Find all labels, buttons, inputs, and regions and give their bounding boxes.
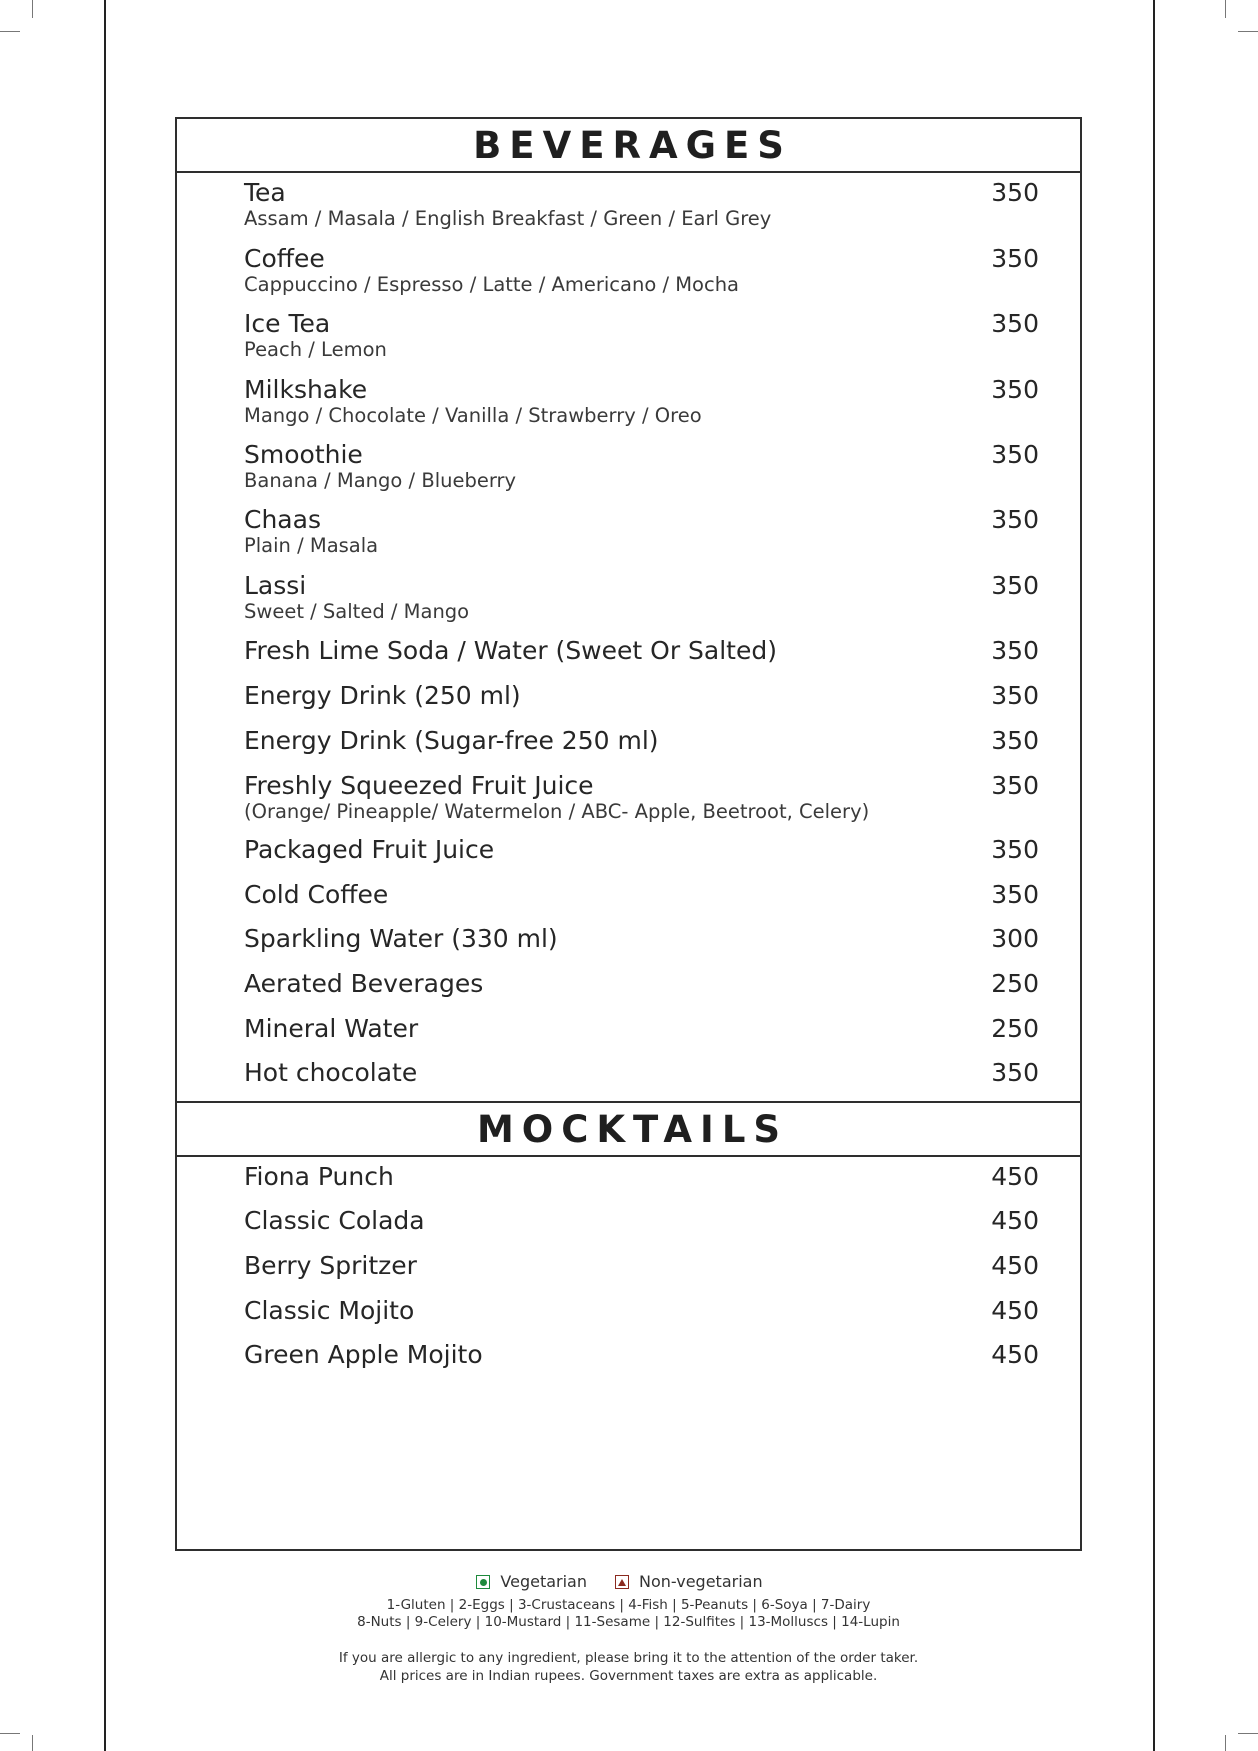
item-desc: (Orange/ Pineapple/ Watermelon / ABC- Apple, Beetroot, Celery)	[244, 800, 870, 823]
item-name: Green Apple Mojito	[244, 1340, 483, 1369]
item-desc: Mango / Chocolate / Vanilla / Strawberry / Oreo	[244, 404, 702, 427]
veg-icon	[476, 1575, 490, 1589]
item-price: 350	[991, 178, 1039, 207]
crop-mark	[1225, 0, 1226, 18]
crop-mark	[1225, 1735, 1226, 1751]
item-price: 350	[991, 375, 1039, 404]
disclaimer-line: All prices are in Indian rupees. Government taxes are extra as applicable.	[379, 1668, 878, 1684]
item-price: 350	[991, 880, 1039, 909]
veg-label: Vegetarian	[500, 1572, 587, 1591]
item-name: Ice Tea	[244, 309, 331, 338]
item-desc: Peach / Lemon	[244, 338, 387, 361]
item-name: Freshly Squeezed Fruit Juice	[244, 771, 594, 800]
crop-mark	[1238, 1733, 1258, 1734]
menu-frame	[175, 117, 1082, 1551]
item-price: 350	[991, 309, 1039, 338]
item-name: Energy Drink (250 ml)	[244, 681, 521, 710]
menu-item	[244, 636, 1039, 665]
menu-item	[244, 880, 1039, 909]
item-name: Classic Colada	[244, 1206, 425, 1235]
item-price: 350	[991, 726, 1039, 755]
item-price: 300	[991, 924, 1039, 953]
menu-item	[244, 571, 1039, 623]
item-name: Milkshake	[244, 375, 368, 404]
item-desc: Plain / Masala	[244, 534, 379, 557]
menu-item	[244, 1340, 1039, 1369]
item-name: Fresh Lime Soda / Water (Sweet Or Salted)	[244, 636, 777, 665]
item-name: Tea	[244, 178, 286, 207]
beverages-title: BEVERAGES	[473, 123, 792, 167]
item-price: 350	[991, 835, 1039, 864]
left-page-rule	[104, 0, 106, 1751]
item-name: Aerated Beverages	[244, 969, 484, 998]
item-name: Smoothie	[244, 440, 363, 469]
crop-mark	[1238, 31, 1258, 32]
item-name: Classic Mojito	[244, 1296, 415, 1325]
menu-item	[244, 969, 1039, 998]
item-desc: Banana / Mango / Blueberry	[244, 469, 517, 492]
item-price: 350	[991, 505, 1039, 534]
crop-mark	[0, 1733, 20, 1734]
item-price: 350	[991, 636, 1039, 665]
menu-item	[244, 1162, 1039, 1191]
menu-item	[244, 1058, 1039, 1087]
menu-item	[244, 924, 1039, 953]
allergen-line: 8-Nuts | 9-Celery | 10-Mustard | 11-Sesame | 12-Sulfites | 13-Molluscs | 14-Lupin	[357, 1614, 900, 1630]
item-name: Coffee	[244, 244, 325, 273]
item-price: 450	[991, 1206, 1039, 1235]
mocktails-title: MOCKTAILS	[476, 1107, 789, 1151]
item-price: 250	[991, 969, 1039, 998]
mocktails-heading	[177, 1101, 1080, 1157]
menu-item	[244, 1014, 1039, 1043]
menu-item	[244, 375, 1039, 427]
item-price: 350	[991, 1058, 1039, 1087]
item-name: Lassi	[244, 571, 307, 600]
item-desc: Assam / Masala / English Breakfast / Green / Earl Grey	[244, 207, 772, 230]
item-name: Energy Drink (Sugar-free 250 ml)	[244, 726, 659, 755]
item-name: Sparkling Water (330 ml)	[244, 924, 558, 953]
menu-item	[244, 681, 1039, 710]
menu-item	[244, 1296, 1039, 1325]
disclaimer-line: If you are allergic to any ingredient, please bring it to the attention of the order taker.	[338, 1650, 919, 1666]
item-price: 350	[991, 244, 1039, 273]
menu-item	[244, 505, 1039, 557]
item-price: 350	[991, 571, 1039, 600]
item-name: Chaas	[244, 505, 321, 534]
nonveg-label: Non-vegetarian	[638, 1572, 763, 1591]
beverages-heading	[177, 119, 1080, 173]
crop-mark	[0, 31, 20, 32]
disclaimer	[175, 1649, 1082, 1685]
menu-item	[244, 1251, 1039, 1280]
menu-item	[244, 309, 1039, 361]
item-price: 450	[991, 1162, 1039, 1191]
menu-item	[244, 771, 1039, 823]
item-desc: Cappuccino / Espresso / Latte / Americano / Mocha	[244, 273, 740, 296]
item-name: Berry Spritzer	[244, 1251, 417, 1280]
right-page-rule	[1153, 0, 1155, 1751]
crop-mark	[32, 0, 33, 18]
item-price: 250	[991, 1014, 1039, 1043]
item-price: 450	[991, 1296, 1039, 1325]
item-name: Fiona Punch	[244, 1162, 394, 1191]
diet-legend	[175, 1572, 1082, 1592]
allergen-key	[175, 1597, 1082, 1631]
allergen-line: 1-Gluten | 2-Eggs | 3-Crustaceans | 4-Fish | 5-Peanuts | 6-Soya | 7-Dairy	[386, 1597, 871, 1613]
item-price: 350	[991, 681, 1039, 710]
item-name: Cold Coffee	[244, 880, 389, 909]
menu-item	[244, 726, 1039, 755]
item-name: Hot chocolate	[244, 1058, 418, 1087]
menu-item	[244, 440, 1039, 492]
item-price: 350	[991, 771, 1039, 800]
item-price: 450	[991, 1340, 1039, 1369]
item-price: 350	[991, 440, 1039, 469]
crop-mark	[32, 1735, 33, 1751]
menu-item	[244, 244, 1039, 296]
item-price: 450	[991, 1251, 1039, 1280]
item-desc: Sweet / Salted / Mango	[244, 600, 470, 623]
item-name: Packaged Fruit Juice	[244, 835, 495, 864]
menu-item	[244, 835, 1039, 864]
item-name: Mineral Water	[244, 1014, 419, 1043]
menu-item	[244, 1206, 1039, 1235]
nonveg-icon	[615, 1575, 629, 1589]
menu-item	[244, 178, 1039, 230]
